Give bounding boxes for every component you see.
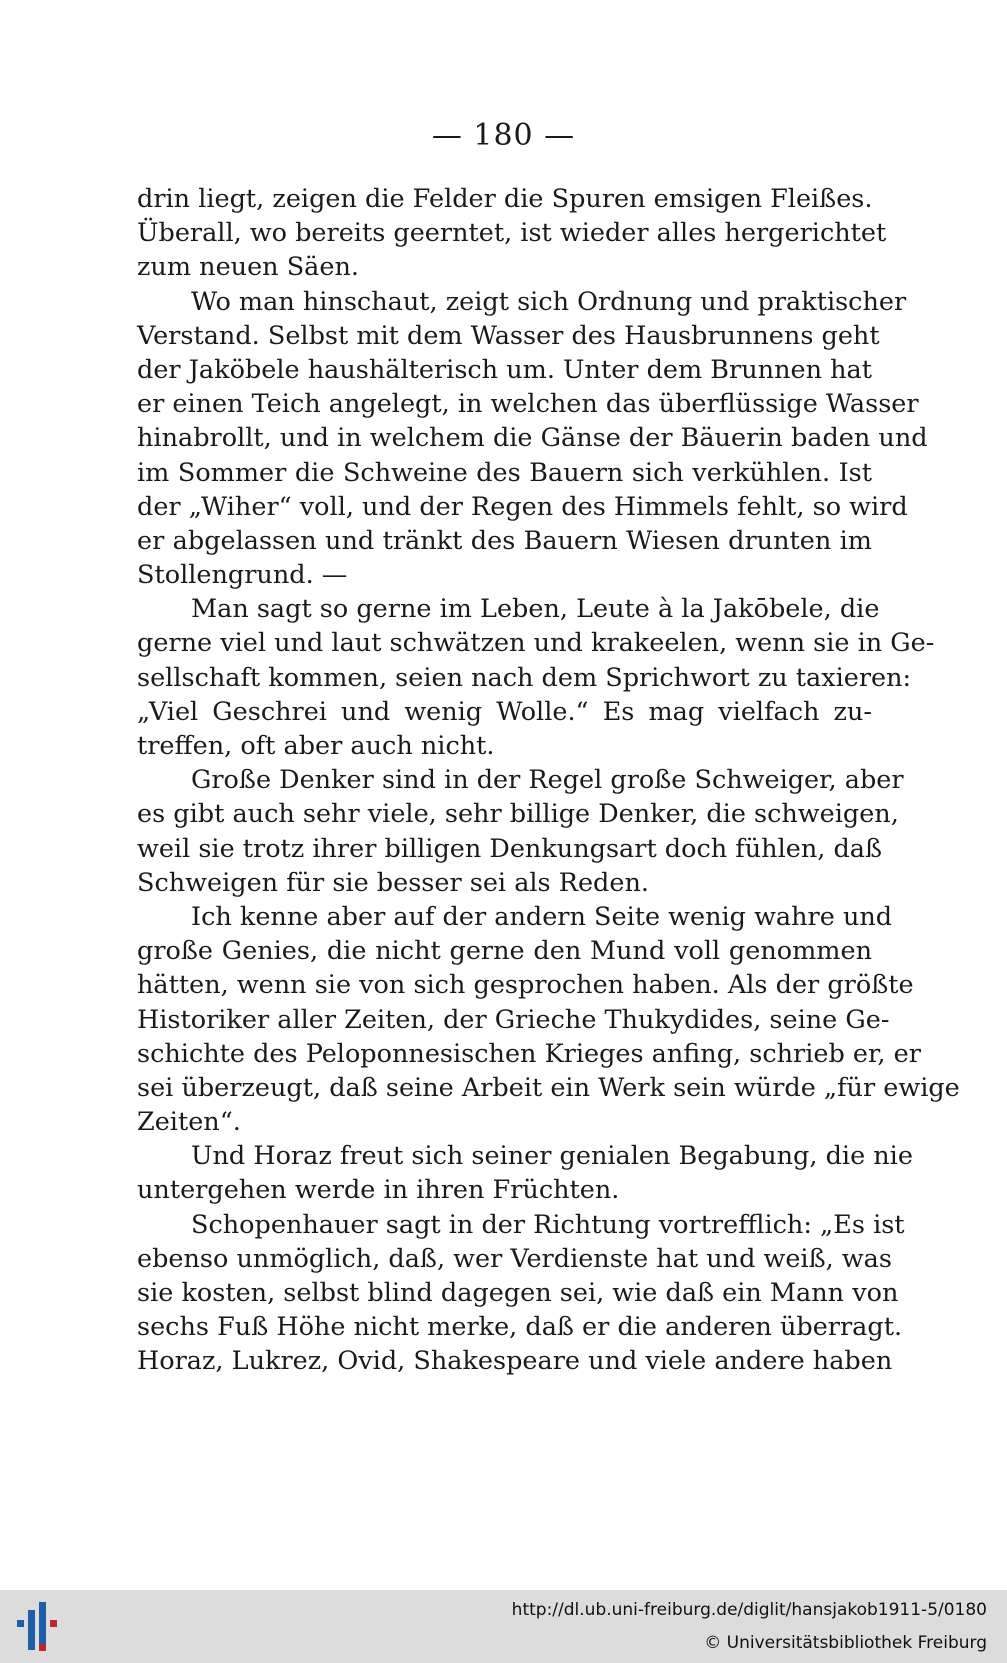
- text-line: drin liegt, zeigen die Felder die Spuren emsigen Fleißes.: [137, 184, 873, 214]
- copyright-notice: © Universitätsbibliothek Freiburg: [704, 1633, 987, 1653]
- text-line: Überall, wo bereits geerntet, ist wieder alles hergerichtet: [137, 218, 887, 249]
- text-line: es gibt auch sehr viele, sehr billige Denker, die schweigen,: [137, 799, 899, 830]
- text-line: Stollengrund. —: [137, 560, 348, 591]
- text-line: ebenso unmöglich, daß, wer Verdienste hat und weiß, was: [137, 1243, 892, 1274]
- text-line: Historiker aller Zeiten, der Grieche Thukydides, seine Ge-: [137, 1004, 890, 1035]
- text-line: treffen, oft aber auch nicht.: [137, 731, 495, 761]
- text-line: untergehen werde in ihren Früchten.: [137, 1175, 620, 1206]
- text-line: zum neuen Säen.: [137, 252, 359, 283]
- text-line: er abgelassen und tränkt des Bauern Wiesen drunten im: [137, 525, 872, 556]
- text-line: er einen Teich angelegt, in welchen das überflüssige Wasser: [137, 389, 919, 420]
- text-line: sie kosten, selbst blind dagegen sei, wie daß ein Mann von: [137, 1278, 899, 1308]
- body-text: [137, 182, 960, 1379]
- text-line: Verstand. Selbst mit dem Wasser des Hausbrunnens geht: [137, 320, 880, 351]
- text-line: große Genies, die nicht gerne den Mund voll genommen: [137, 936, 872, 967]
- text-line: Schopenhauer sagt in der Richtung vortrefflich: „Es ist: [191, 1209, 905, 1240]
- text-line: weil sie trotz ihrer billigen Denkungsart doch fühlen, daß: [137, 833, 883, 864]
- text-line: sei überzeugt, daß seine Arbeit ein Werk sein würde „für ewige: [137, 1072, 960, 1103]
- text-line: schichte des Peloponnesischen Krieges anfing, schrieb er, er: [137, 1038, 921, 1069]
- text-line: der Jaköbele haushälterisch um. Unter dem Brunnen hat: [137, 354, 872, 385]
- page-number: — 180 —: [431, 118, 576, 153]
- text-line: im Sommer die Schweine des Bauern sich verkühlen. Ist: [137, 457, 872, 488]
- text-line: Große Denker sind in der Regel große Schweiger, aber: [191, 765, 904, 796]
- text-line: „Viel Geschrei und wenig Wolle.“ Es mag vielfach zu-: [137, 696, 872, 727]
- text-line: Wo man hinschaut, zeigt sich Ordnung und praktischer: [191, 286, 907, 317]
- library-logo-icon: [14, 1600, 64, 1654]
- text-line: sechs Fuß Höhe nicht merke, daß er die anderen überragt.: [137, 1312, 903, 1343]
- library-footer: [0, 1590, 1007, 1663]
- text-line: gerne viel und laut schwätzen und krakeelen, wenn sie in Ge-: [137, 628, 935, 659]
- text-line: hinabrollt, und in welchem die Gänse der Bäuerin baden und: [137, 423, 928, 454]
- text-line: sellschaft kommen, seien nach dem Sprichwort zu taxieren:: [137, 662, 912, 693]
- text-line: Zeiten“.: [137, 1107, 241, 1138]
- text-line: Man sagt so gerne im Leben, Leute à la Jakōbele, die: [191, 594, 880, 625]
- text-line: Horaz, Lukrez, Ovid, Shakespeare und viele andere haben: [137, 1346, 893, 1377]
- permalink-link[interactable]: http://dl.ub.uni-freiburg.de/diglit/hansjakob1911-5/0180: [511, 1600, 987, 1620]
- text-line: Und Horaz freut sich seiner genialen Begabung, die nie: [191, 1141, 913, 1172]
- text-line: Ich kenne aber auf der andern Seite wenig wahre und: [191, 901, 893, 932]
- text-line: hätten, wenn sie von sich gesprochen haben. Als der größte: [137, 970, 914, 1001]
- text-line: der „Wiher“ voll, und der Regen des Himmels fehlt, so wird: [137, 491, 908, 522]
- text-line: Schweigen für sie besser sei als Reden.: [137, 867, 649, 898]
